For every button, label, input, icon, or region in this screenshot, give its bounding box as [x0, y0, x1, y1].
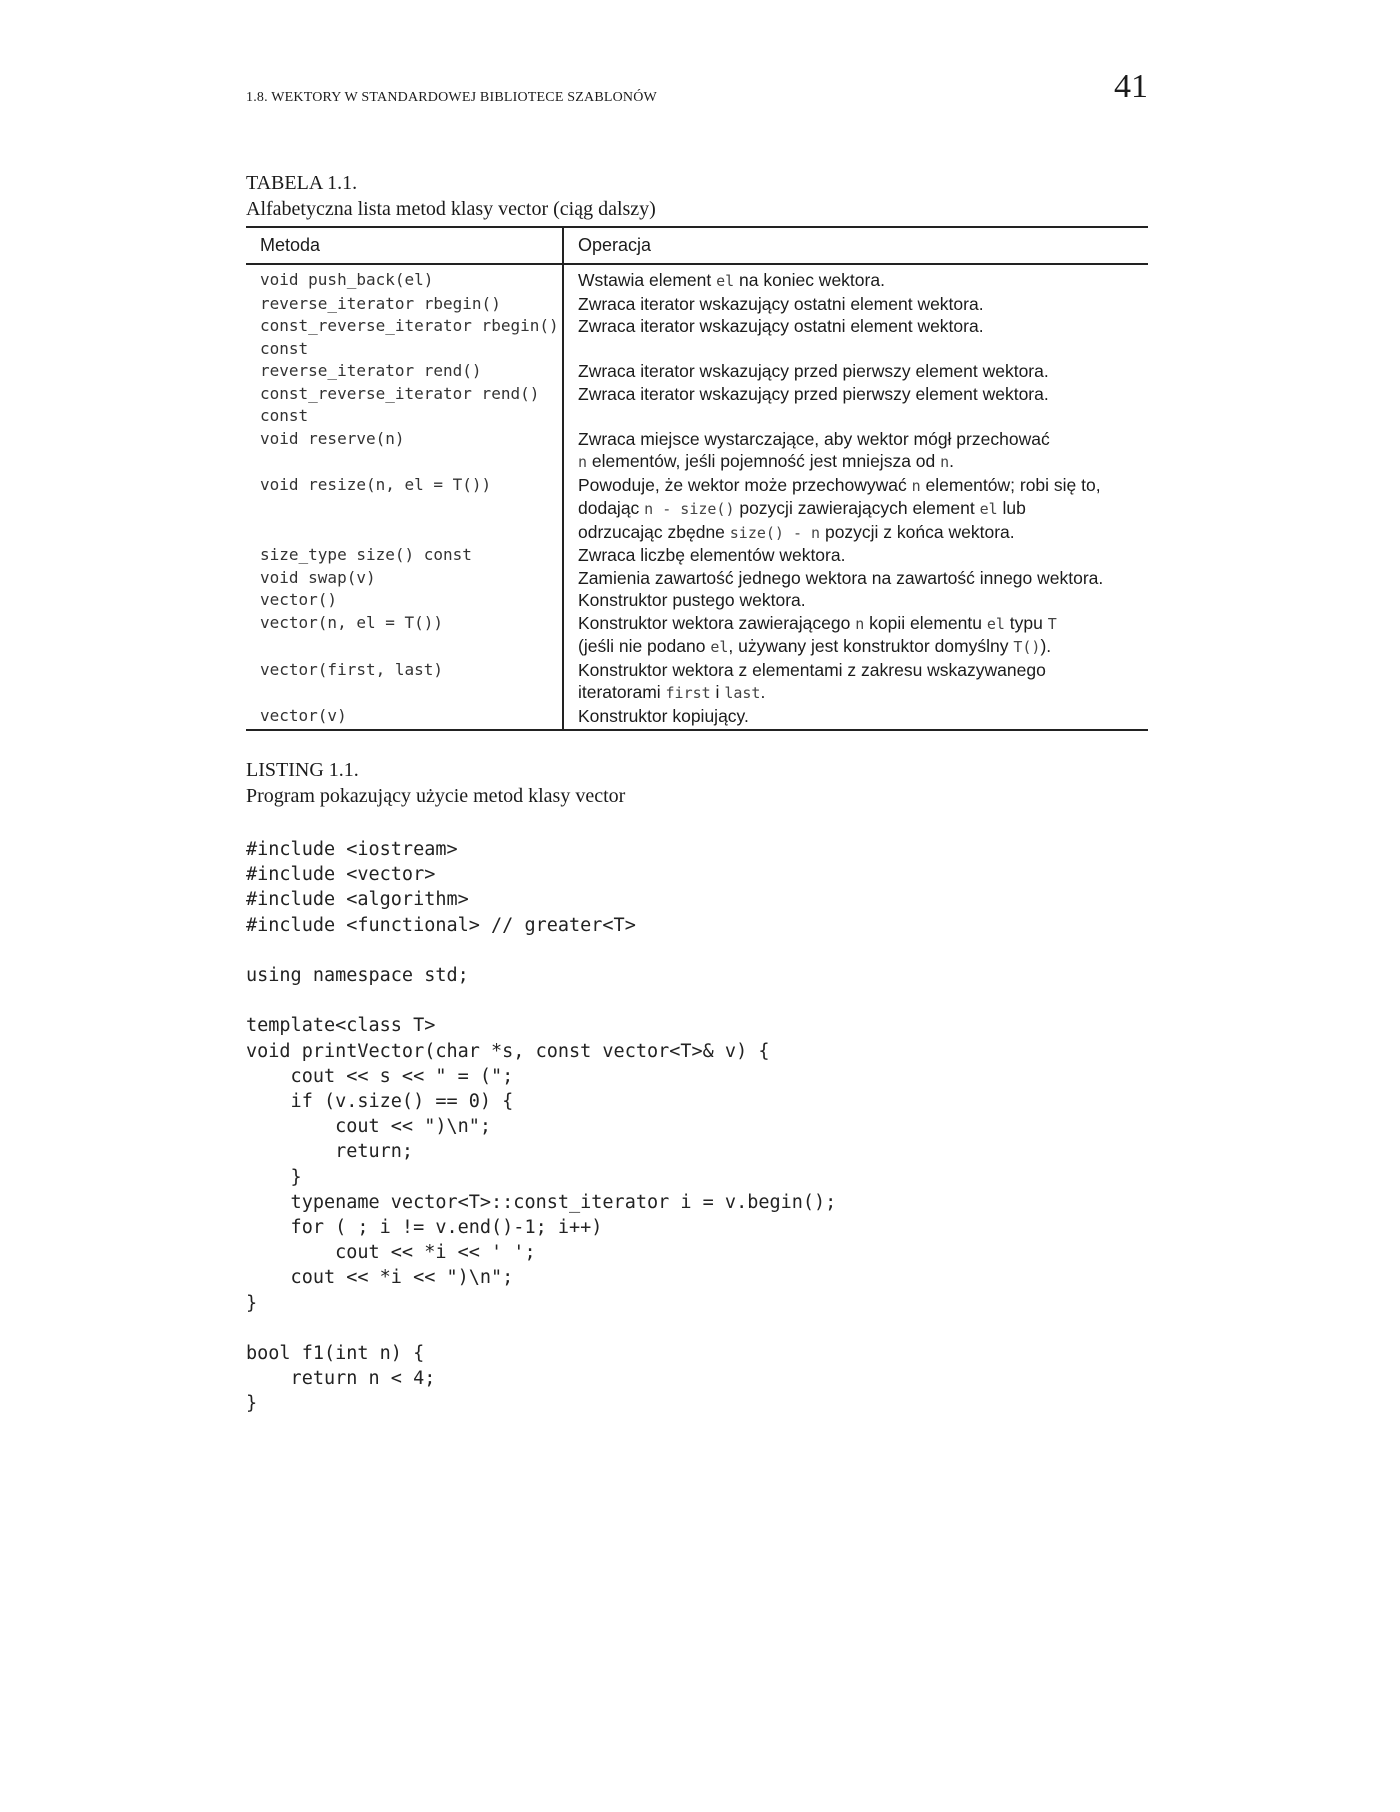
method-signature: reverse_iterator rbegin() [246, 293, 563, 316]
operation-text: pozycji z końca wektora. [820, 521, 1015, 542]
operation-text: ). [1040, 636, 1052, 656]
inline-code: n [940, 453, 950, 471]
method-signature: vector(first, last) [246, 659, 563, 705]
inline-code: n [911, 476, 921, 495]
inline-code: size() - n [729, 523, 821, 542]
column-header-method: Metoda [246, 227, 563, 264]
table-row [246, 360, 1148, 383]
operation-description [563, 705, 1148, 731]
inline-code: el [979, 500, 998, 518]
inline-code: n - size() [644, 500, 735, 518]
listing-caption [246, 757, 1148, 809]
method-signature: void reserve(n) [246, 428, 563, 474]
operation-text: na koniec wektora. [734, 270, 885, 290]
inline-code: el [716, 272, 735, 290]
table-row [246, 428, 1148, 474]
inline-code: el [710, 638, 729, 656]
operation-description [563, 612, 1148, 659]
section-title: 1.8. WEKTORY W STANDARDOWEJ BIBLIOTECE SZABLONÓW [246, 90, 657, 105]
operation-text: Wstawia element [578, 270, 717, 290]
operation-text: elementów, jeśli pojemność jest mniejsza od [587, 451, 941, 471]
operation-description [563, 544, 1148, 567]
inline-code: T() [1013, 638, 1041, 656]
operation-description [563, 659, 1148, 705]
operation-description [563, 383, 1148, 428]
operation-text: odrzucając zbędne [578, 521, 730, 542]
inline-code: T [1047, 614, 1057, 633]
inline-code: el [986, 614, 1005, 633]
listing-label: LISTING 1.1. [246, 759, 359, 781]
operation-text: (jeśli nie podano [578, 636, 711, 656]
operation-text: dodając [578, 498, 645, 518]
method-signature: vector() [246, 589, 563, 612]
operation-text: typu [1004, 612, 1048, 633]
operation-description [563, 293, 1148, 316]
method-signature: void push_back(el) [246, 264, 563, 293]
methods-table [246, 226, 1148, 731]
table-caption [246, 170, 1148, 222]
table-row [246, 659, 1148, 705]
operation-description [563, 428, 1148, 474]
operation-text: Zwraca liczbę elementów wektora. [578, 545, 846, 565]
table-row [246, 567, 1148, 590]
code-listing: #include <iostream> #include <vector> #include <algorithm> #include <functional> // greater<T> using namespace std; template<class T> void printVector(char *s, const vector<T>& v) { cout << s << " = ("; if (v.size() == 0) { cout << ")\n"; return; } typename vector<T>::const_iterator i = v.begin(); for ( ; i != v.end()-1; i++) cout << *i << ' '; cout << *i << ")\n"; } bool f1(int n) { return n < 4; } [246, 839, 837, 1415]
method-signature: size_type size() const [246, 544, 563, 567]
table-row [246, 544, 1148, 567]
operation-text: iteratorami [578, 682, 666, 702]
operation-description [563, 360, 1148, 383]
operation-text: Zwraca miejsce wystarczające, aby wektor mógł przechować [578, 428, 1050, 449]
operation-text: Zwraca iterator wskazujący ostatni element wektora. [578, 293, 984, 314]
method-signature: reverse_iterator rend() [246, 360, 563, 383]
table-row [246, 264, 1148, 293]
operation-text: Zwraca iterator wskazujący przed pierwszy element wektora. [578, 361, 1049, 381]
listing-title: Program pokazujący użycie metod klasy vector [246, 785, 626, 807]
operation-text: , używany jest konstruktor domyślny [728, 636, 1014, 656]
table-label: TABELA 1.1. [246, 172, 358, 194]
method-signature: vector(v) [246, 705, 563, 731]
operation-text: Konstruktor pustego wektora. [578, 590, 806, 610]
operation-description [563, 589, 1148, 612]
operation-description [563, 264, 1148, 293]
column-header-operation: Operacja [563, 227, 1148, 264]
operation-text: Konstruktor wektora z elementami z zakresu wskazywanego [578, 659, 1046, 680]
table-header-row [246, 227, 1148, 264]
operation-text: Powoduje, że wektor może przechowywać [578, 474, 912, 495]
operation-text: lub [997, 498, 1026, 518]
operation-text: Konstruktor kopiujący. [578, 705, 749, 726]
method-signature: const_reverse_iterator rbegin() const [246, 315, 563, 360]
document-page [246, 70, 1148, 1417]
operation-text: Konstruktor wektora zawierającego [578, 612, 856, 633]
operation-description [563, 315, 1148, 360]
inline-code: last [724, 684, 761, 702]
table-title: Alfabetyczna lista metod klasy vector (ciąg dalszy) [246, 198, 656, 220]
operation-text: pozycji zawierających element [734, 498, 980, 518]
table-row [246, 612, 1148, 659]
operation-text: . [949, 451, 955, 471]
methods-table-body [246, 264, 1148, 730]
running-header [246, 70, 1148, 114]
method-signature: vector(n, el = T()) [246, 612, 563, 659]
operation-text: . [760, 682, 766, 702]
table-row [246, 293, 1148, 316]
operation-text: i [710, 682, 725, 702]
table-row [246, 315, 1148, 360]
operation-text: kopii elementu [864, 612, 987, 633]
inline-code: n [578, 453, 588, 471]
page-number: 41 [1114, 68, 1148, 105]
operation-description [563, 567, 1148, 590]
operation-text: Zwraca iterator wskazujący przed pierwszy element wektora. [578, 383, 1049, 404]
inline-code: n [855, 614, 865, 633]
operation-text: Zamienia zawartość jednego wektora na zawartość innego wektora. [578, 567, 1104, 588]
method-signature: void resize(n, el = T()) [246, 474, 563, 545]
operation-description [563, 474, 1148, 545]
method-signature: void swap(v) [246, 567, 563, 590]
inline-code: first [665, 684, 711, 702]
table-row [246, 705, 1148, 731]
operation-text: elementów; robi się to, [920, 474, 1101, 495]
table-row [246, 383, 1148, 428]
operation-text: Zwraca iterator wskazujący ostatni element wektora. [578, 316, 984, 336]
table-row [246, 589, 1148, 612]
table-row [246, 474, 1148, 545]
method-signature: const_reverse_iterator rend() const [246, 383, 563, 428]
